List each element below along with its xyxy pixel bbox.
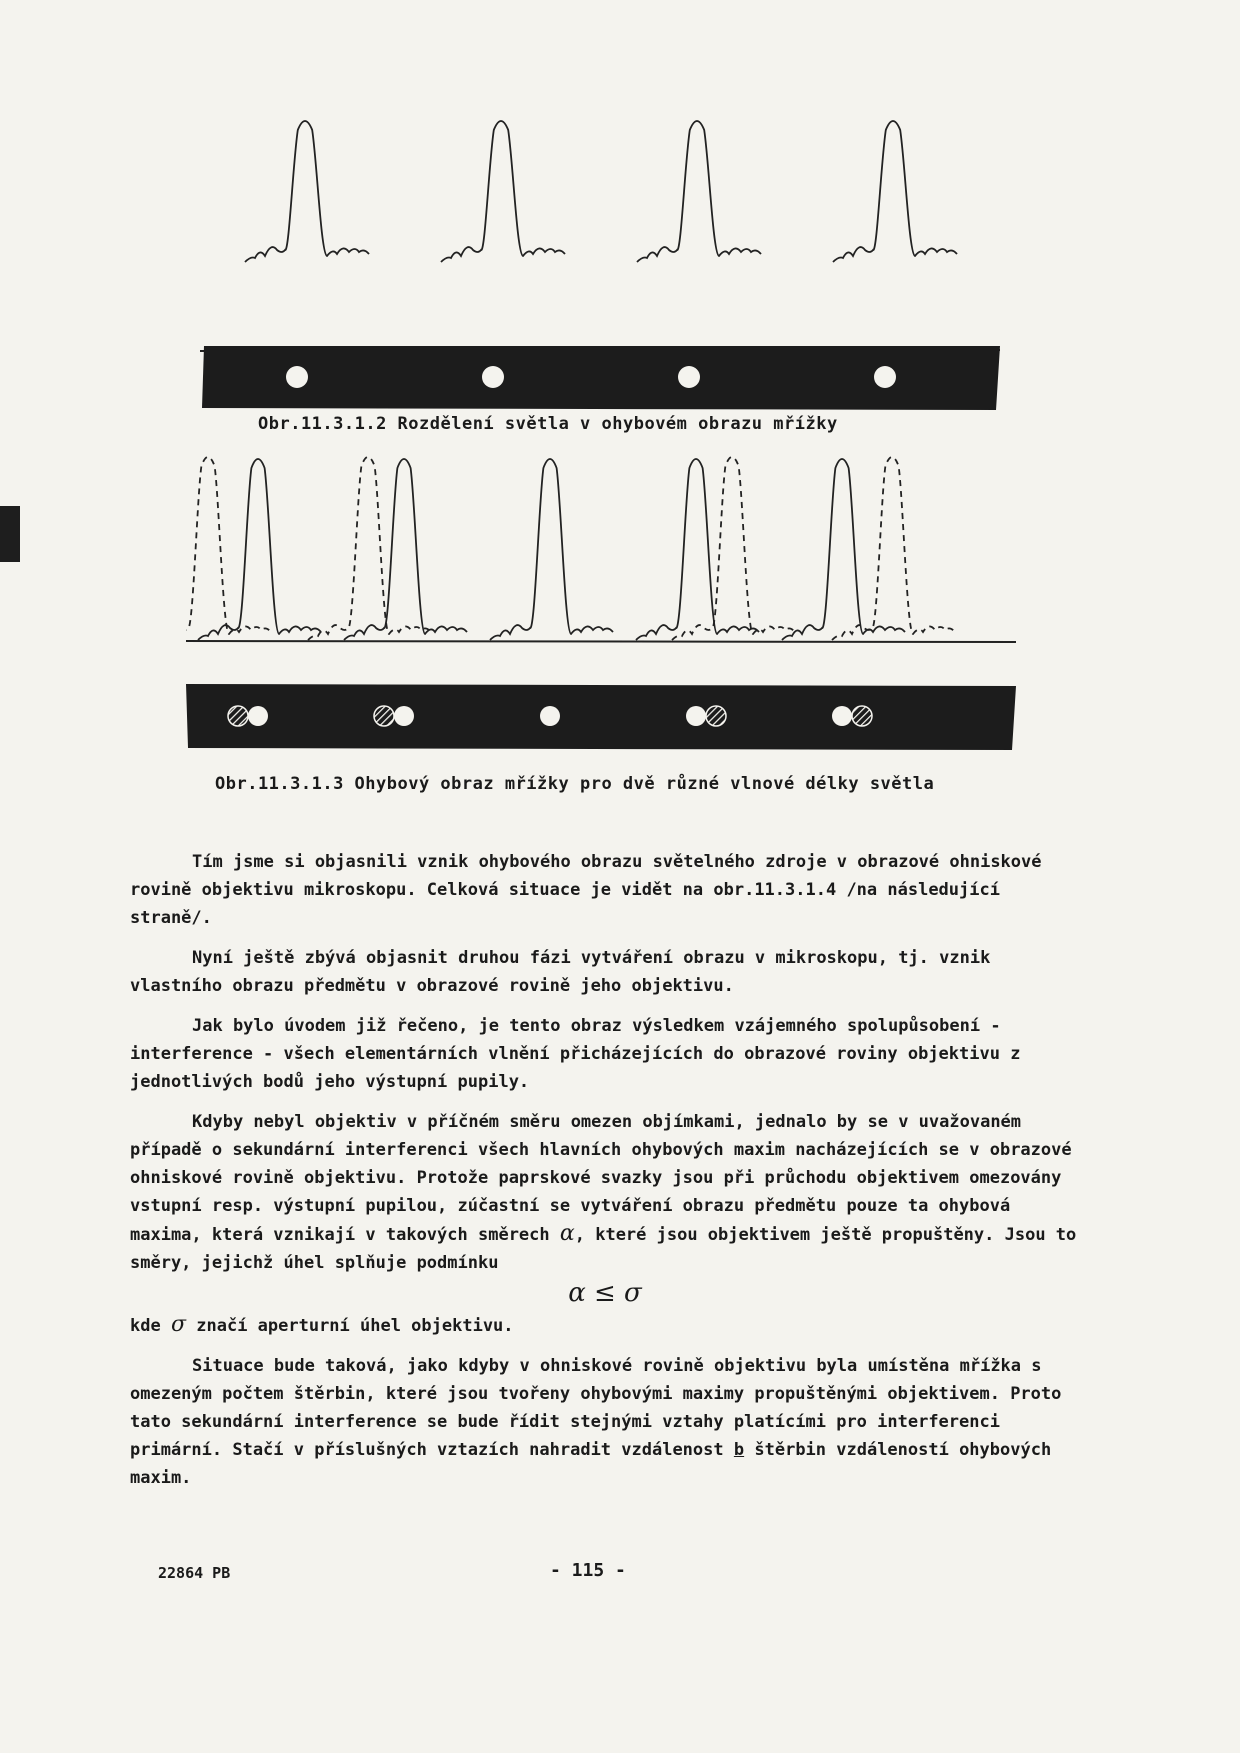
paragraph-5-prefix: kde [130,1316,161,1336]
paragraph-2: Nyní ještě zbývá objasnit druhou fázi vytváření obrazu v mikroskopu, tj. vznik vlastního obrazu předmětu v obrazové rovině jeho objektivu. [130,948,991,996]
diffraction-spot [686,706,706,726]
paragraph-3: Jak bylo úvodem již řečeno, je tento obraz výsledkem vzájemného spolupůsobení - interference - všech elementárních vlnění přicházejících do obrazové roviny objektivu z jednotlivých bodů jeho výstupní pupily. [130,1016,1021,1092]
diffraction-peak [245,121,369,262]
paragraph-1: Tím jsme si objasnili vznik ohybového obrazu světelného zdroje v obrazové ohniskové rovině objektivu mikroskopu. Celková situace je vidět na obr.11.3.1.4 /na následující straně/. [130,852,1042,928]
scan-edge-mark [0,506,20,562]
paragraph-6 [130,1352,1080,1492]
paragraph-4-text: Kdyby nebyl objektiv v příčném směru omezen objímkami, jednalo by se v uvažovaném případě o sekundární interferenci všech hlavních ohybových maxim nacházejících se v obrazové ohniskové rovině objektivu. Protože paprskové svazky jsou při průchodu objektivem omezovány vstupní resp. výstupní pupilou, zúčastní se vytváření obrazu předmětu pouze ta ohybová maxima, která vznikají v takových směrech [130,1112,1072,1245]
diffraction-spot [540,706,560,726]
diffraction-peak-solid [490,459,613,640]
paragraph-5-text: značí aperturní úhel objektivu. [196,1316,514,1336]
sigma-symbol: σ [170,1312,186,1337]
diffraction-peak-solid [782,459,905,640]
footer-code: 22864 PB [158,1564,231,1582]
diffraction-spot-hatched [374,706,394,726]
paragraph-4 [130,1108,1080,1277]
formula-alpha-le-sigma: α ≤ σ [568,1278,642,1308]
paragraph-4-text-2: , které jsou objektivem ještě propuštěny. Jsou to směry, jejichž úhel splňuje podmínku [130,1225,1077,1273]
grating-image-band [186,684,1016,750]
baseline [186,641,1016,642]
diffraction-peak [441,121,565,262]
diffraction-peak [637,121,761,262]
figure-2-caption: Obr.11.3.1.3 Ohybový obraz mřížky pro dvě různé vlnové délky světla [215,774,935,794]
diffraction-spot-hatched [706,706,726,726]
diffraction-spot-hatched [852,706,872,726]
paragraph-6-text-2: štěrbin vzdáleností ohybových maxim. [130,1440,1052,1488]
diffraction-spot [874,366,896,388]
paragraph-6-text: Situace bude taková, jako kdyby v ohniskové rovině objektivu byla umístěna mřížka s omezeným počtem štěrbin, které jsou tvořeny ohybovými maximy propuštěnými objektivem. Proto tato sekundární interference se bude řídit stejnými vztahy platícími pro interferenci primární. Stačí v příslušných vztazích nahradit vzdálenost [130,1356,1062,1460]
diffraction-spot [286,366,308,388]
diffraction-spot [832,706,852,726]
diffraction-peak-dashed [186,457,271,640]
body-text [130,848,1080,1504]
figure-1-diffraction-peaks [200,110,1000,430]
variable-b: b [733,1440,745,1460]
page-number: - 115 - [550,1560,626,1581]
diffraction-spot [394,706,414,726]
paragraph-5 [130,1311,1080,1340]
figure-2-two-wavelength-peaks [186,452,1016,762]
diffraction-spot [678,366,700,388]
diffraction-spot [248,706,268,726]
figure-1-caption: Obr.11.3.1.2 Rozdělení světla v ohybovém obrazu mřížky [258,414,838,434]
diffraction-peak-dashed [672,457,795,640]
diffraction-peak [833,121,957,262]
diffraction-spot-hatched [228,706,248,726]
diffraction-spot [482,366,504,388]
diffraction-peak-solid [344,459,467,640]
alpha-symbol: α [559,1221,575,1246]
